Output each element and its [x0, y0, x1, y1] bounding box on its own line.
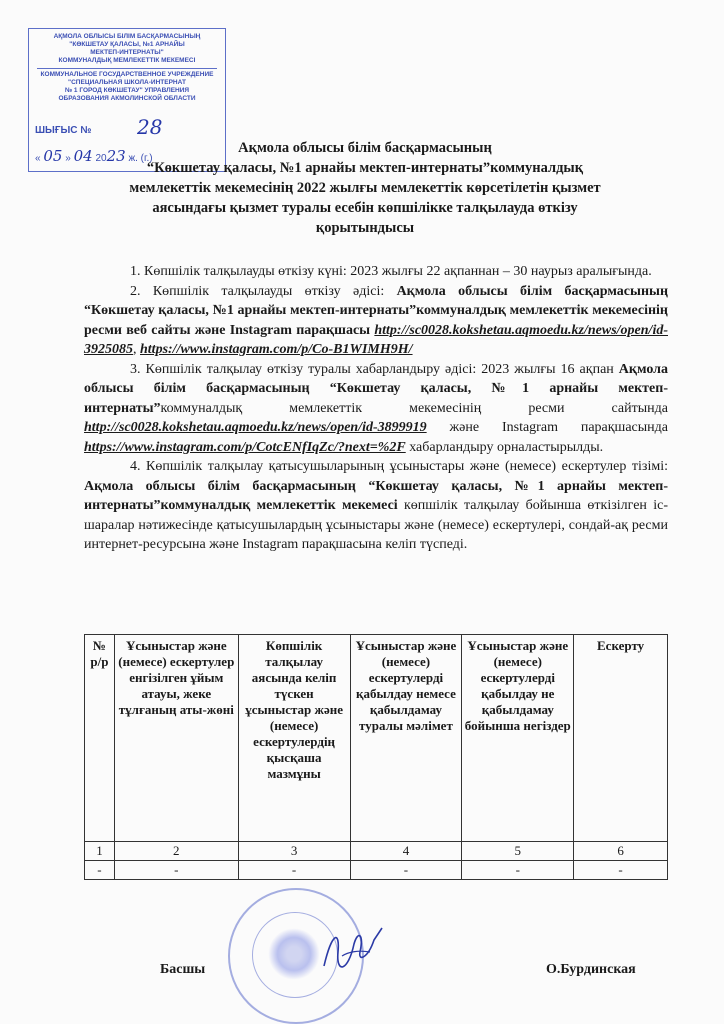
- table-header-cell: Ұсыныстар және (немесе) ескертулерді қабылдау не қабылдамау бойынша негіздер: [462, 635, 574, 842]
- stamp-line: АҚМОЛА ОБЛЫСЫ БІЛІМ БАСҚАРМАСЫНЫҢ: [53, 33, 201, 40]
- p2-prefix: 2. Көпшілік талқылауды өткізу әдісі:: [130, 283, 397, 299]
- stamp-date: « 05 » 04 2023 ж. (г.): [35, 147, 153, 165]
- stamp-date-year-suffix: 23: [106, 147, 126, 165]
- p2-link-instagram[interactable]: https://www.instagram.com/p/Co-B1WIMH9H/: [140, 342, 413, 357]
- p3-link-website[interactable]: http://sc0028.kokshetau.aqmoedu.kz/news/open/id-3899919: [84, 420, 427, 435]
- p3-bold: Ақмола облысы білім басқармасының “Көкшетау қаласы, №1 арнайы мектеп-интернаты”: [84, 361, 668, 416]
- document-title: [80, 138, 650, 238]
- table-cell: 3: [238, 842, 350, 861]
- title-line: қорытындысы: [315, 220, 415, 236]
- stamp-outgoing-number: 28: [137, 115, 163, 139]
- table-cell: 2: [114, 842, 238, 861]
- p3-middle: коммуналдық мемлекеттік мекемесінің ресми сайтында: [160, 400, 668, 416]
- stamp-outgoing-label: ШЫҒЫС №: [35, 125, 92, 136]
- p2-link-website[interactable]: http://sc0028.kokshetau.aqmoedu.kz/news/open/id-3925085: [84, 322, 668, 357]
- p3-and: және Instagram парақшасында: [426, 420, 668, 435]
- table-cell: 4: [350, 842, 462, 861]
- stamp-date-year-prefix: 20: [95, 153, 107, 164]
- table-header-cell: Ескерту: [574, 635, 668, 842]
- seal-emblem: [268, 928, 320, 980]
- table-cell: -: [114, 861, 238, 880]
- table-cell: -: [85, 861, 115, 880]
- stamp-line: КОММУНАЛДЫҚ МЕМЛЕКЕТТІК МЕКЕМЕСІ: [58, 57, 196, 64]
- paragraph-3: [84, 360, 668, 458]
- stamp-line: "КӨКШЕТАУ ҚАЛАСЫ, №1 АРНАЙЫ: [69, 41, 185, 48]
- table-header-cell: Ұсыныстар және (немесе) ескертулер енгізілген ұйым атауы, жеке тұлғаның аты-жөні: [114, 635, 238, 842]
- table-cell: 6: [574, 842, 668, 861]
- p2-bold: Ақмола облысы білім басқармасының “Көкшетау қаласы, №1 арнайы мектеп-интернаты”коммуналдық мемлекеттік мекемесінің ресми веб сайты және Instagram парақшасы: [84, 283, 669, 338]
- p3-prefix: 3. Көпшілік талқылау өткізу туралы хабарландыру әдісі: 2023 жылғы 16 ақпан: [130, 361, 619, 377]
- table-cell: 1: [85, 842, 115, 861]
- handwritten-signature: [318, 922, 388, 978]
- stamp-line: КОММУНАЛЬНОЕ ГОСУДАРСТВЕННОЕ УЧРЕЖДЕНИЕ: [40, 71, 214, 78]
- p2-sep: ,: [133, 342, 140, 357]
- signatory-name: О.Бурдинская: [546, 962, 636, 977]
- results-table: [84, 634, 668, 880]
- table-header-cell: Көпшілік талқылау аясында келіп түскен ұсыныстар және (немесе) ескертулердің қысқаша мазмұны: [238, 635, 350, 842]
- p4-bold: Ақмола облысы білім басқармасының “Көкшетау қаласы, №1 арнайы мектеп-интернаты”коммуналдық мемлекеттік мекемесі: [84, 478, 668, 513]
- table-cell: -: [574, 861, 668, 880]
- table-cell: 5: [462, 842, 574, 861]
- paragraph-4: [84, 457, 668, 555]
- title-line: Ақмола облысы білім басқармасының: [238, 140, 492, 156]
- stamp-divider: [37, 68, 217, 69]
- signatory-position: Басшы: [160, 962, 206, 977]
- title-line: мемлекеттік мекемесінің 2022 жылғы мемлекеттік көрсетілетін қызмет: [129, 180, 601, 196]
- table-row: [85, 861, 668, 880]
- stamp-date-month: 04: [73, 147, 93, 165]
- stamp-line: ОБРАЗОВАНИЯ АКМОЛИНСКОЙ ОБЛАСТИ: [58, 95, 196, 102]
- table-row: [85, 842, 668, 861]
- stamp-date-day: 05: [43, 147, 63, 165]
- p4-suffix: көпшілік талқылау бойынша өткізілген іс-шаралар нәтижесінде қатысушылардың ұсыныстары және (немесе) ескертулері, сондай-ақ ресми интернет-ресурсына және Instagram парақшасына келіп түспеді.: [84, 498, 668, 552]
- table-header-cell: Ұсыныстар және (немесе) ескертулерді қабылдау немесе қабылдамау туралы мәлімет: [350, 635, 462, 842]
- stamp-line: № 1 ГОРОД КӨКШЕТАУ" УПРАВЛЕНИЯ: [64, 87, 190, 94]
- table-cell: -: [238, 861, 350, 880]
- title-line: “Көкшетау қаласы, №1 арнайы мектеп-интернаты”коммуналдық: [146, 160, 584, 176]
- stamp-date-suffix: ж. (г.): [128, 153, 153, 164]
- document-body: [84, 262, 668, 555]
- paragraph-1: 1. Көпшілік талқылауды өткізу күні: 2023 жылғы 22 ақпаннан – 30 наурыз аралығында.: [130, 264, 652, 279]
- p4-prefix: 4. Көпшілік талқылау қатысушыларының ұсыныстары және (немесе) ескертулер тізімі:: [130, 459, 668, 474]
- stamp-line: МЕКТЕП-ИНТЕРНАТЫ": [90, 49, 164, 56]
- table-header-row: [85, 635, 668, 842]
- table-cell: -: [350, 861, 462, 880]
- table-header-cell: № р/р: [85, 635, 115, 842]
- p3-link-instagram[interactable]: https://www.instagram.com/p/CotcENfIqZc/?next=%2F: [84, 439, 406, 455]
- p3-suffix: хабарландыру орналастырылды.: [405, 439, 604, 455]
- table-cell: -: [462, 861, 574, 880]
- stamp-line: "СПЕЦИАЛЬНАЯ ШКОЛА-ИНТЕРНАТ: [68, 79, 186, 86]
- title-line: аясындағы қызмет туралы есебін көпшілікке талқылауда өткізу: [152, 200, 578, 216]
- paragraph-2: [84, 282, 668, 360]
